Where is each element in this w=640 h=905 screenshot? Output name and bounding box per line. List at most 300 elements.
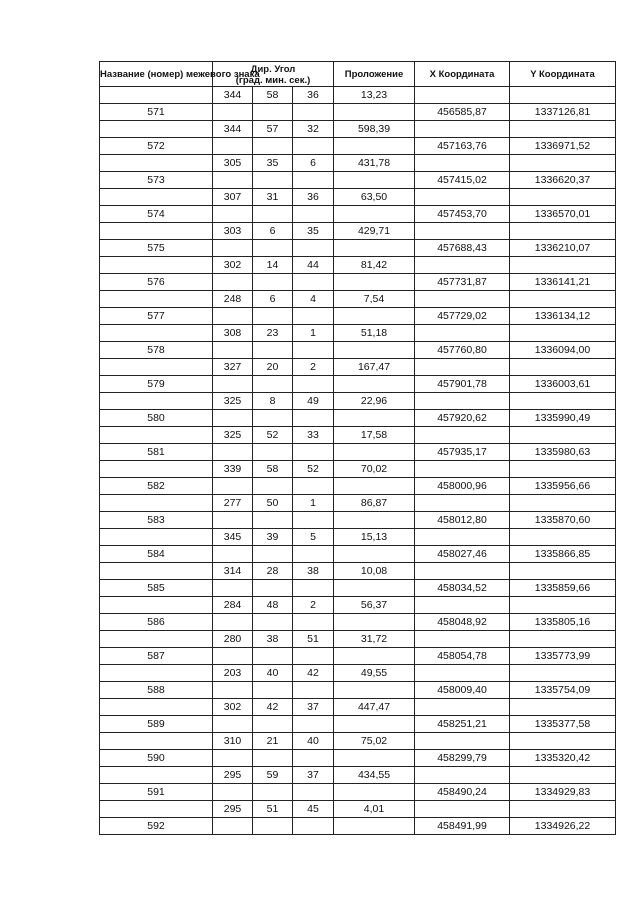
point-name-empty bbox=[100, 121, 213, 138]
x-coordinate: 458251,21 bbox=[415, 716, 510, 733]
segment-length-empty bbox=[334, 172, 415, 189]
y-cell-empty bbox=[510, 223, 616, 240]
angle-min-empty bbox=[253, 444, 293, 461]
x-coordinate: 457760,80 bbox=[415, 342, 510, 359]
y-coordinate: 1335754,09 bbox=[510, 682, 616, 699]
segment-length: 81,42 bbox=[334, 257, 415, 274]
angle-min: 28 bbox=[253, 563, 293, 580]
angle-sec-empty bbox=[293, 138, 334, 155]
point-name: 587 bbox=[100, 648, 213, 665]
x-cell-empty bbox=[415, 733, 510, 750]
angle-deg: 303 bbox=[213, 223, 253, 240]
angle-min-empty bbox=[253, 750, 293, 767]
x-coordinate: 457935,17 bbox=[415, 444, 510, 461]
angle-sec: 33 bbox=[293, 427, 334, 444]
point-name-empty bbox=[100, 495, 213, 512]
point-name-empty bbox=[100, 665, 213, 682]
angle-min-empty bbox=[253, 546, 293, 563]
angle-deg: 248 bbox=[213, 291, 253, 308]
y-cell-empty bbox=[510, 563, 616, 580]
angle-min-empty bbox=[253, 614, 293, 631]
segment-row bbox=[100, 87, 616, 104]
angle-min: 58 bbox=[253, 461, 293, 478]
segment-length-empty bbox=[334, 580, 415, 597]
point-name-empty bbox=[100, 393, 213, 410]
point-name: 574 bbox=[100, 206, 213, 223]
point-name-empty bbox=[100, 291, 213, 308]
angle-min-empty bbox=[253, 308, 293, 325]
y-cell-empty bbox=[510, 189, 616, 206]
segment-length-empty bbox=[334, 750, 415, 767]
angle-min-empty bbox=[253, 716, 293, 733]
point-name: 589 bbox=[100, 716, 213, 733]
x-coordinate: 458034,52 bbox=[415, 580, 510, 597]
angle-min: 48 bbox=[253, 597, 293, 614]
point-name: 572 bbox=[100, 138, 213, 155]
y-coordinate: 1337126,81 bbox=[510, 104, 616, 121]
segment-length: 86,87 bbox=[334, 495, 415, 512]
point-name-empty bbox=[100, 155, 213, 172]
angle-deg-empty bbox=[213, 546, 253, 563]
segment-length: 431,78 bbox=[334, 155, 415, 172]
x-cell-empty bbox=[415, 393, 510, 410]
point-row bbox=[100, 546, 616, 563]
angle-sec: 38 bbox=[293, 563, 334, 580]
segment-length: 75,02 bbox=[334, 733, 415, 750]
x-cell-empty bbox=[415, 189, 510, 206]
point-name-empty bbox=[100, 427, 213, 444]
segment-length: 4,01 bbox=[334, 801, 415, 818]
segment-length-empty bbox=[334, 818, 415, 835]
point-row bbox=[100, 274, 616, 291]
y-cell-empty bbox=[510, 495, 616, 512]
segment-row bbox=[100, 801, 616, 818]
angle-deg: 277 bbox=[213, 495, 253, 512]
point-name-empty bbox=[100, 733, 213, 750]
header-y: Y Координата bbox=[510, 62, 616, 87]
segment-length-empty bbox=[334, 410, 415, 427]
x-coordinate: 457415,02 bbox=[415, 172, 510, 189]
angle-deg: 344 bbox=[213, 121, 253, 138]
angle-deg-empty bbox=[213, 818, 253, 835]
y-coordinate: 1335956,66 bbox=[510, 478, 616, 495]
angle-deg-empty bbox=[213, 206, 253, 223]
point-name: 580 bbox=[100, 410, 213, 427]
angle-sec: 32 bbox=[293, 121, 334, 138]
point-row bbox=[100, 478, 616, 495]
angle-deg-empty bbox=[213, 376, 253, 393]
angle-deg: 344 bbox=[213, 87, 253, 104]
segment-length: 70,02 bbox=[334, 461, 415, 478]
point-row bbox=[100, 172, 616, 189]
angle-min-empty bbox=[253, 682, 293, 699]
angle-deg-empty bbox=[213, 444, 253, 461]
angle-min-empty bbox=[253, 342, 293, 359]
point-name-empty bbox=[100, 461, 213, 478]
point-row bbox=[100, 648, 616, 665]
segment-row bbox=[100, 155, 616, 172]
segment-length-empty bbox=[334, 716, 415, 733]
angle-min-empty bbox=[253, 784, 293, 801]
segment-row bbox=[100, 495, 616, 512]
angle-deg: 305 bbox=[213, 155, 253, 172]
point-name: 575 bbox=[100, 240, 213, 257]
x-cell-empty bbox=[415, 801, 510, 818]
angle-sec: 45 bbox=[293, 801, 334, 818]
segment-row bbox=[100, 121, 616, 138]
header-x: X Координата bbox=[415, 62, 510, 87]
segment-length-empty bbox=[334, 342, 415, 359]
angle-deg-empty bbox=[213, 580, 253, 597]
y-cell-empty bbox=[510, 325, 616, 342]
segment-row bbox=[100, 189, 616, 206]
segment-length: 17,58 bbox=[334, 427, 415, 444]
x-coordinate: 458048,92 bbox=[415, 614, 510, 631]
angle-min-empty bbox=[253, 138, 293, 155]
angle-deg: 302 bbox=[213, 699, 253, 716]
point-row bbox=[100, 342, 616, 359]
angle-deg: 339 bbox=[213, 461, 253, 478]
angle-min: 42 bbox=[253, 699, 293, 716]
segment-row bbox=[100, 223, 616, 240]
y-cell-empty bbox=[510, 359, 616, 376]
angle-sec-empty bbox=[293, 580, 334, 597]
point-name-empty bbox=[100, 801, 213, 818]
angle-deg-empty bbox=[213, 648, 253, 665]
angle-sec: 2 bbox=[293, 359, 334, 376]
y-cell-empty bbox=[510, 461, 616, 478]
angle-deg-empty bbox=[213, 512, 253, 529]
angle-sec: 35 bbox=[293, 223, 334, 240]
x-cell-empty bbox=[415, 223, 510, 240]
x-coordinate: 458054,78 bbox=[415, 648, 510, 665]
y-coordinate: 1335859,66 bbox=[510, 580, 616, 597]
point-row bbox=[100, 138, 616, 155]
angle-deg-empty bbox=[213, 104, 253, 121]
x-coordinate: 458491,99 bbox=[415, 818, 510, 835]
x-cell-empty bbox=[415, 359, 510, 376]
angle-sec-empty bbox=[293, 104, 334, 121]
angle-min-empty bbox=[253, 478, 293, 495]
point-row bbox=[100, 240, 616, 257]
angle-deg-empty bbox=[213, 750, 253, 767]
angle-deg-empty bbox=[213, 138, 253, 155]
segment-row bbox=[100, 563, 616, 580]
y-coordinate: 1336094,00 bbox=[510, 342, 616, 359]
y-cell-empty bbox=[510, 427, 616, 444]
point-name: 588 bbox=[100, 682, 213, 699]
segment-row bbox=[100, 597, 616, 614]
angle-sec: 37 bbox=[293, 699, 334, 716]
angle-deg: 308 bbox=[213, 325, 253, 342]
x-coordinate: 458299,79 bbox=[415, 750, 510, 767]
x-coordinate: 457688,43 bbox=[415, 240, 510, 257]
y-cell-empty bbox=[510, 767, 616, 784]
angle-deg: 325 bbox=[213, 393, 253, 410]
point-row bbox=[100, 682, 616, 699]
point-name-empty bbox=[100, 529, 213, 546]
y-coordinate: 1334929,83 bbox=[510, 784, 616, 801]
header-angle-title: Дир. Угол bbox=[250, 64, 296, 75]
angle-deg: 314 bbox=[213, 563, 253, 580]
x-cell-empty bbox=[415, 699, 510, 716]
segment-length-empty bbox=[334, 648, 415, 665]
x-coordinate: 458000,96 bbox=[415, 478, 510, 495]
segment-length: 10,08 bbox=[334, 563, 415, 580]
angle-sec: 40 bbox=[293, 733, 334, 750]
angle-sec-empty bbox=[293, 478, 334, 495]
angle-min: 52 bbox=[253, 427, 293, 444]
angle-deg-empty bbox=[213, 410, 253, 427]
point-row bbox=[100, 410, 616, 427]
point-name: 583 bbox=[100, 512, 213, 529]
point-name: 573 bbox=[100, 172, 213, 189]
point-row bbox=[100, 308, 616, 325]
point-row bbox=[100, 614, 616, 631]
angle-sec-empty bbox=[293, 648, 334, 665]
segment-length-empty bbox=[334, 376, 415, 393]
angle-min: 31 bbox=[253, 189, 293, 206]
point-name-empty bbox=[100, 631, 213, 648]
angle-min: 58 bbox=[253, 87, 293, 104]
y-coordinate: 1335870,60 bbox=[510, 512, 616, 529]
angle-sec-empty bbox=[293, 376, 334, 393]
angle-min: 21 bbox=[253, 733, 293, 750]
angle-sec: 1 bbox=[293, 495, 334, 512]
angle-sec-empty bbox=[293, 784, 334, 801]
angle-sec-empty bbox=[293, 206, 334, 223]
angle-deg: 295 bbox=[213, 801, 253, 818]
y-coordinate: 1335773,99 bbox=[510, 648, 616, 665]
header-row bbox=[100, 62, 616, 87]
segment-length-empty bbox=[334, 784, 415, 801]
y-coordinate: 1336003,61 bbox=[510, 376, 616, 393]
point-name: 579 bbox=[100, 376, 213, 393]
point-name: 590 bbox=[100, 750, 213, 767]
point-row bbox=[100, 206, 616, 223]
y-cell-empty bbox=[510, 597, 616, 614]
angle-deg: 203 bbox=[213, 665, 253, 682]
x-coordinate: 457920,62 bbox=[415, 410, 510, 427]
y-cell-empty bbox=[510, 665, 616, 682]
angle-sec: 5 bbox=[293, 529, 334, 546]
x-cell-empty bbox=[415, 291, 510, 308]
x-cell-empty bbox=[415, 665, 510, 682]
segment-length-empty bbox=[334, 104, 415, 121]
y-coordinate: 1335805,16 bbox=[510, 614, 616, 631]
point-row bbox=[100, 376, 616, 393]
point-name-empty bbox=[100, 563, 213, 580]
y-cell-empty bbox=[510, 257, 616, 274]
segment-row bbox=[100, 325, 616, 342]
segment-length: 598,39 bbox=[334, 121, 415, 138]
angle-deg-empty bbox=[213, 172, 253, 189]
angle-sec-empty bbox=[293, 614, 334, 631]
segment-row bbox=[100, 699, 616, 716]
x-coordinate: 458012,80 bbox=[415, 512, 510, 529]
angle-min-empty bbox=[253, 818, 293, 835]
x-coordinate: 458027,46 bbox=[415, 546, 510, 563]
angle-min: 38 bbox=[253, 631, 293, 648]
segment-length-empty bbox=[334, 478, 415, 495]
y-coordinate: 1335866,85 bbox=[510, 546, 616, 563]
angle-min-empty bbox=[253, 240, 293, 257]
point-name-empty bbox=[100, 699, 213, 716]
y-coordinate: 1335377,58 bbox=[510, 716, 616, 733]
segment-length-empty bbox=[334, 138, 415, 155]
x-cell-empty bbox=[415, 495, 510, 512]
angle-sec-empty bbox=[293, 308, 334, 325]
y-cell-empty bbox=[510, 121, 616, 138]
y-coordinate: 1334926,22 bbox=[510, 818, 616, 835]
point-name: 581 bbox=[100, 444, 213, 461]
y-cell-empty bbox=[510, 631, 616, 648]
segment-length-empty bbox=[334, 444, 415, 461]
angle-min-empty bbox=[253, 104, 293, 121]
angle-min: 39 bbox=[253, 529, 293, 546]
angle-min-empty bbox=[253, 648, 293, 665]
angle-min-empty bbox=[253, 206, 293, 223]
x-cell bbox=[415, 87, 510, 104]
segment-length: 447,47 bbox=[334, 699, 415, 716]
angle-sec-empty bbox=[293, 682, 334, 699]
segment-row bbox=[100, 631, 616, 648]
angle-deg: 284 bbox=[213, 597, 253, 614]
point-name: 585 bbox=[100, 580, 213, 597]
angle-deg: 307 bbox=[213, 189, 253, 206]
segment-row bbox=[100, 427, 616, 444]
angle-deg-empty bbox=[213, 308, 253, 325]
y-cell-empty bbox=[510, 393, 616, 410]
x-coordinate: 457901,78 bbox=[415, 376, 510, 393]
angle-min: 59 bbox=[253, 767, 293, 784]
segment-length: 31,72 bbox=[334, 631, 415, 648]
segment-length: 13,23 bbox=[334, 87, 415, 104]
x-cell-empty bbox=[415, 529, 510, 546]
angle-sec: 6 bbox=[293, 155, 334, 172]
angle-sec-empty bbox=[293, 342, 334, 359]
angle-sec-empty bbox=[293, 818, 334, 835]
point-name-empty bbox=[100, 189, 213, 206]
x-cell-empty bbox=[415, 257, 510, 274]
header-angle-units: (град. мин. сек.) bbox=[235, 75, 311, 86]
y-cell-empty bbox=[510, 155, 616, 172]
point-name: 592 bbox=[100, 818, 213, 835]
angle-sec-empty bbox=[293, 546, 334, 563]
point-name-empty bbox=[100, 767, 213, 784]
y-coordinate: 1336134,12 bbox=[510, 308, 616, 325]
point-row bbox=[100, 818, 616, 835]
angle-deg: 325 bbox=[213, 427, 253, 444]
angle-min: 20 bbox=[253, 359, 293, 376]
angle-min-empty bbox=[253, 376, 293, 393]
angle-min: 51 bbox=[253, 801, 293, 818]
segment-row bbox=[100, 291, 616, 308]
point-name: 584 bbox=[100, 546, 213, 563]
x-cell-empty bbox=[415, 631, 510, 648]
angle-min: 14 bbox=[253, 257, 293, 274]
segment-length: 63,50 bbox=[334, 189, 415, 206]
angle-sec-empty bbox=[293, 716, 334, 733]
y-cell bbox=[510, 87, 616, 104]
point-row bbox=[100, 104, 616, 121]
coordinates-table bbox=[99, 61, 616, 835]
angle-sec: 36 bbox=[293, 87, 334, 104]
point-row bbox=[100, 580, 616, 597]
segment-row bbox=[100, 359, 616, 376]
angle-sec-empty bbox=[293, 444, 334, 461]
angle-deg-empty bbox=[213, 614, 253, 631]
segment-length-empty bbox=[334, 308, 415, 325]
angle-min-empty bbox=[253, 172, 293, 189]
point-name: 586 bbox=[100, 614, 213, 631]
x-coordinate: 458490,24 bbox=[415, 784, 510, 801]
point-name: 591 bbox=[100, 784, 213, 801]
x-cell-empty bbox=[415, 597, 510, 614]
angle-sec: 44 bbox=[293, 257, 334, 274]
angle-sec-empty bbox=[293, 274, 334, 291]
angle-min-empty bbox=[253, 410, 293, 427]
x-coordinate: 456585,87 bbox=[415, 104, 510, 121]
point-name: 582 bbox=[100, 478, 213, 495]
x-cell-empty bbox=[415, 767, 510, 784]
y-coordinate: 1336971,52 bbox=[510, 138, 616, 155]
angle-min: 8 bbox=[253, 393, 293, 410]
x-cell-empty bbox=[415, 121, 510, 138]
segment-row bbox=[100, 767, 616, 784]
x-coordinate: 457729,02 bbox=[415, 308, 510, 325]
segment-length-empty bbox=[334, 512, 415, 529]
angle-deg-empty bbox=[213, 784, 253, 801]
point-row bbox=[100, 750, 616, 767]
angle-min-empty bbox=[253, 580, 293, 597]
y-coordinate: 1335990,49 bbox=[510, 410, 616, 427]
segment-length: 429,71 bbox=[334, 223, 415, 240]
y-coordinate: 1336210,07 bbox=[510, 240, 616, 257]
angle-deg-empty bbox=[213, 274, 253, 291]
y-coordinate: 1335320,42 bbox=[510, 750, 616, 767]
angle-min: 40 bbox=[253, 665, 293, 682]
segment-length-empty bbox=[334, 240, 415, 257]
y-coordinate: 1336620,37 bbox=[510, 172, 616, 189]
segment-row bbox=[100, 393, 616, 410]
point-name-empty bbox=[100, 597, 213, 614]
angle-sec: 49 bbox=[293, 393, 334, 410]
x-cell-empty bbox=[415, 563, 510, 580]
angle-sec: 42 bbox=[293, 665, 334, 682]
point-name: 576 bbox=[100, 274, 213, 291]
angle-deg: 310 bbox=[213, 733, 253, 750]
table-body bbox=[100, 87, 616, 835]
angle-deg: 280 bbox=[213, 631, 253, 648]
y-cell-empty bbox=[510, 801, 616, 818]
segment-length: 15,13 bbox=[334, 529, 415, 546]
angle-min-empty bbox=[253, 512, 293, 529]
segment-length-empty bbox=[334, 274, 415, 291]
y-cell-empty bbox=[510, 529, 616, 546]
segment-length: 56,37 bbox=[334, 597, 415, 614]
segment-length: 7,54 bbox=[334, 291, 415, 308]
angle-min: 23 bbox=[253, 325, 293, 342]
segment-length-empty bbox=[334, 546, 415, 563]
segment-length-empty bbox=[334, 206, 415, 223]
coordinates-sheet bbox=[99, 61, 616, 835]
angle-sec-empty bbox=[293, 240, 334, 257]
angle-deg-empty bbox=[213, 240, 253, 257]
angle-min: 6 bbox=[253, 223, 293, 240]
angle-min: 50 bbox=[253, 495, 293, 512]
point-name: 577 bbox=[100, 308, 213, 325]
